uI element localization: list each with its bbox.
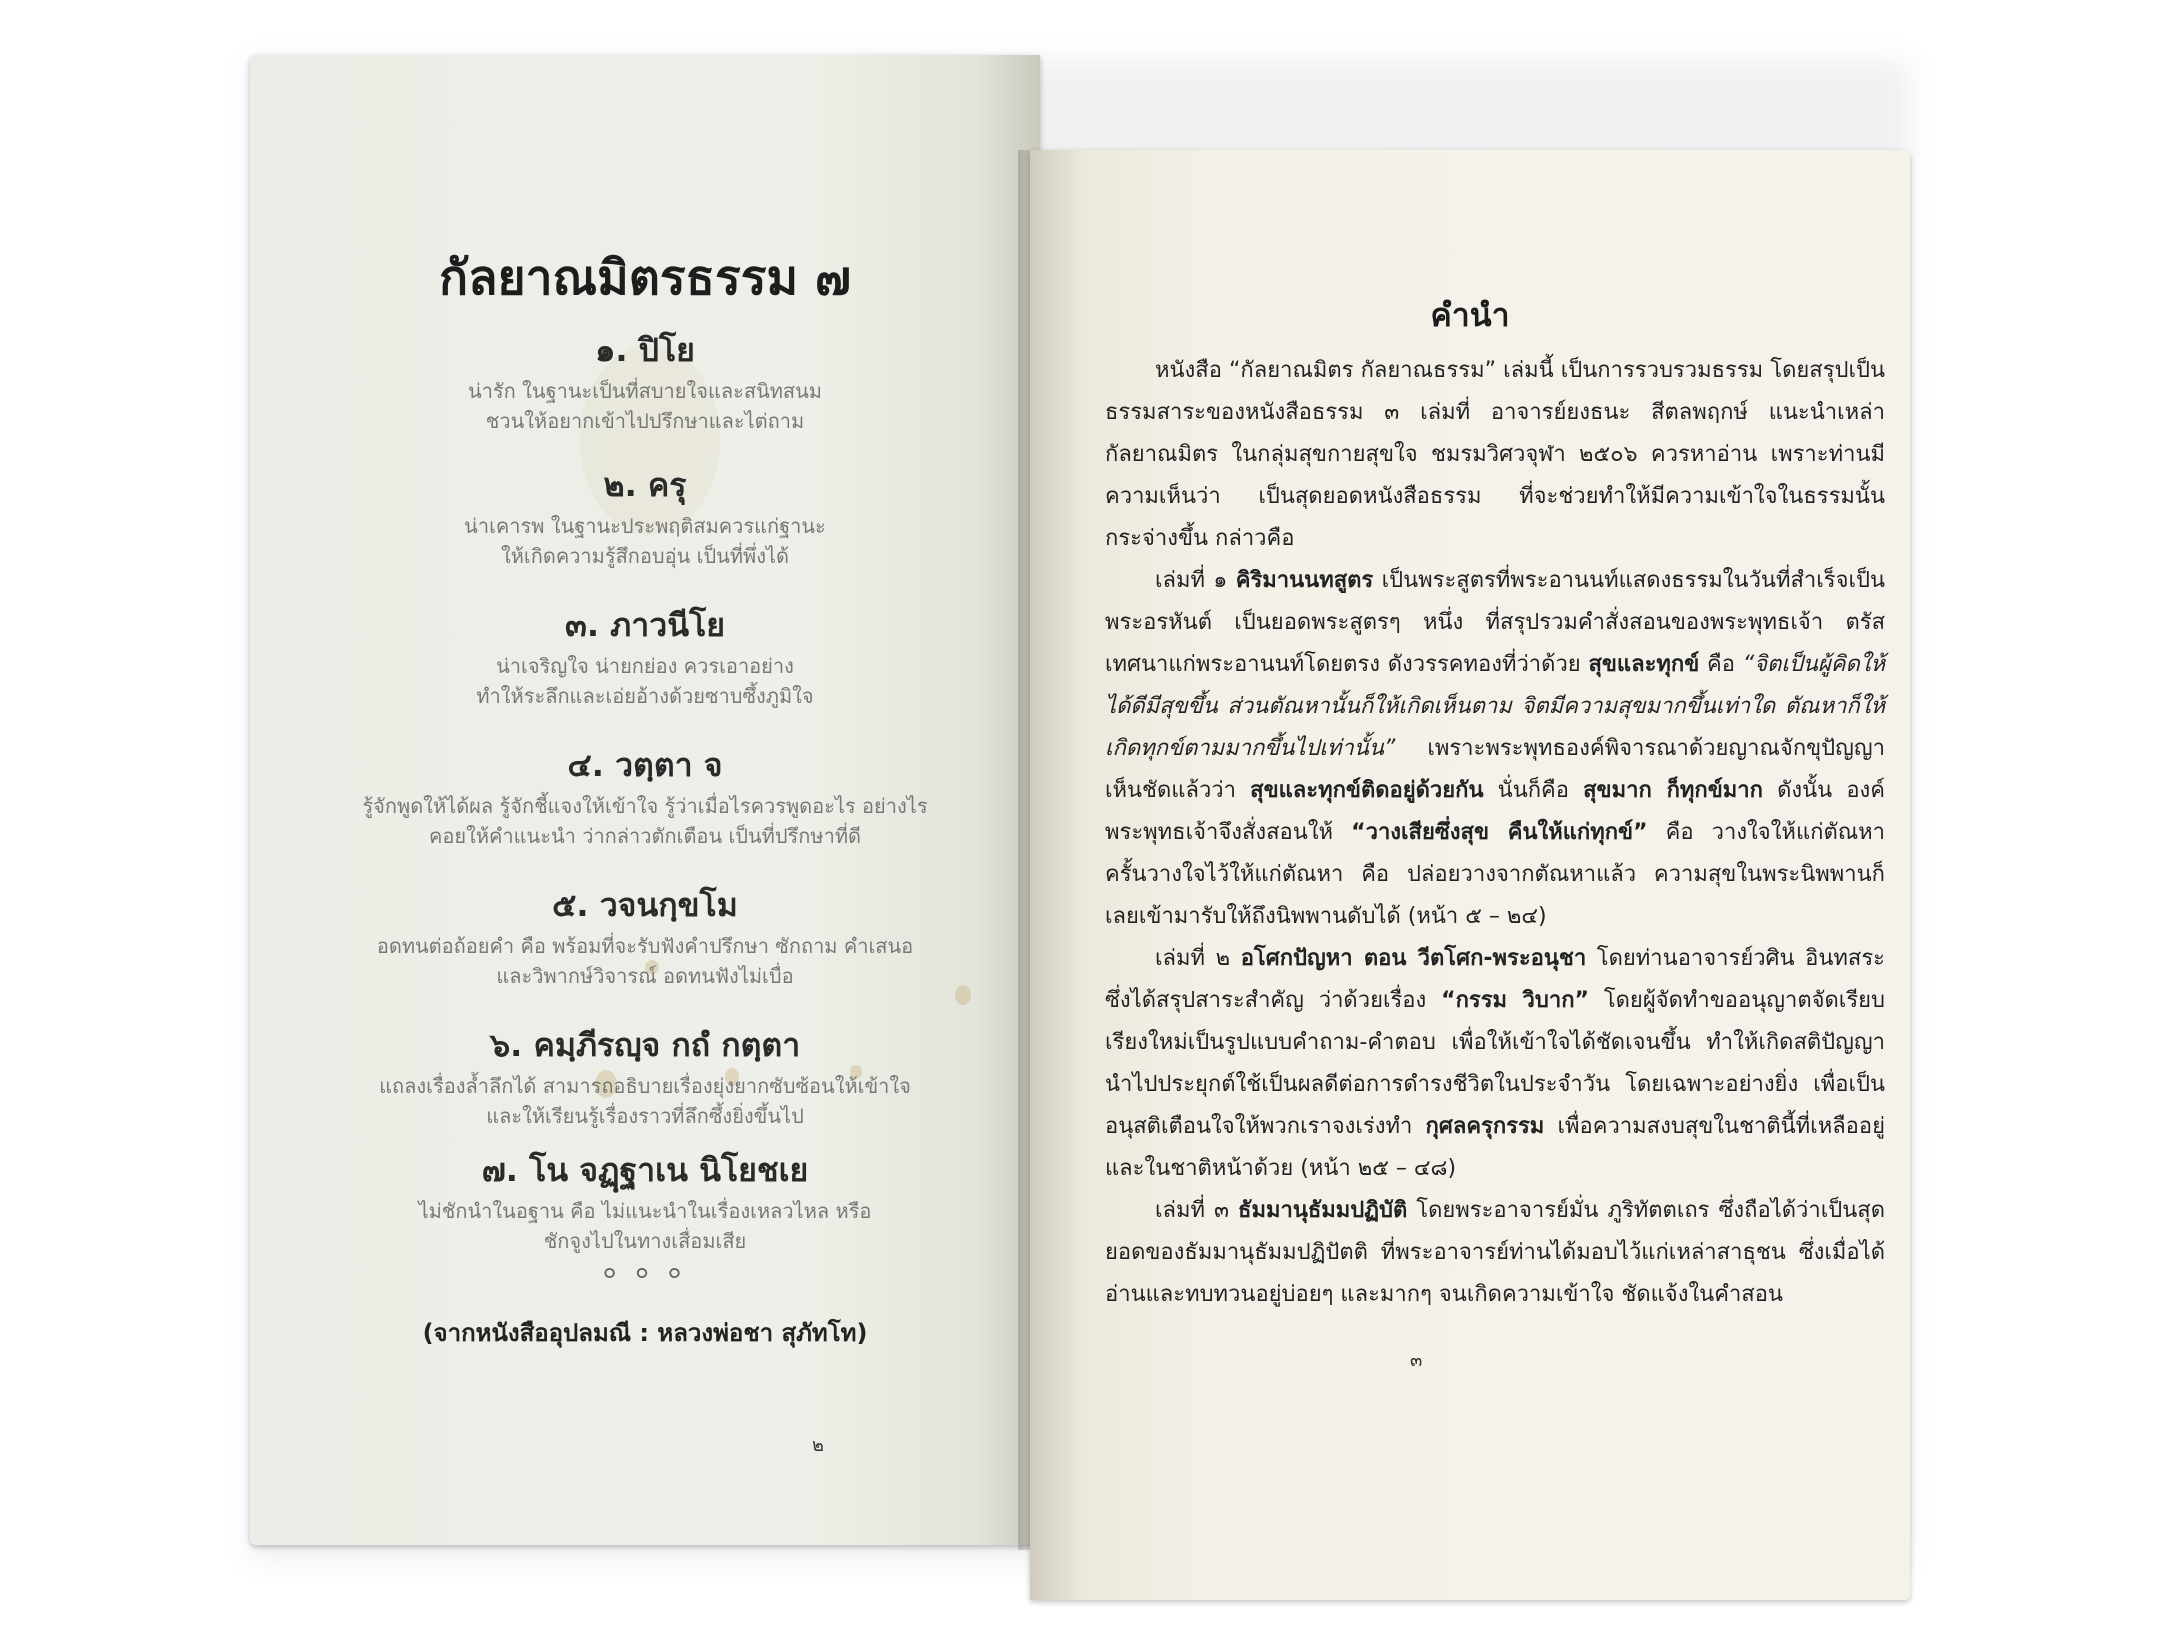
- book-title: อโศกปัญหา ตอน วีตโศก-พระอนุชา: [1240, 946, 1587, 971]
- text-run: เพื่อความสงบสุขในชาตินี้ที่เหลืออยู่ และในชาติหน้าด้วย (หน้า ๒๕ – ๔๘): [1105, 1114, 1885, 1181]
- virtue-heading: ๑. ปิโย: [595, 331, 695, 369]
- virtue-line: แถลงเรื่องล้ำลึกได้ สามารถอธิบายเรื่องยุ่งยากซับซ้อนให้เข้าใจ: [379, 1074, 911, 1098]
- foreword-body: [1105, 350, 1885, 1316]
- paragraph: [1105, 1190, 1885, 1316]
- left-page-title: กัลยาณมิตรธรรม ๗: [439, 250, 851, 306]
- text-run: เล่มที่ ๓: [1155, 1198, 1239, 1223]
- emphasis: สุขและทุกข์ติดอยู่ด้วยกัน: [1250, 778, 1484, 803]
- paragraph: หนังสือ “กัลยาณมิตร กัลยาณธรรม” เล่มนี้ เป็นการรวบรวมธรรม โดยสรุปเป็นธรรมสาระของหนังสือธรรม ๓ เล่มที่ อาจารย์ยงธนะ สีตลพฤกษ์ แนะนำเหล่ากัลยาณมิตร ในกลุ่มสุขกายสุขใจ ชมรมวิศวจุฬา ๒๕๐๖ ควรหาอ่าน เพราะท่านมีความเห็นว่า เป็นสุดยอดหนังสือธรรม ที่จะช่วยทำให้มีความเข้าใจในธรรมนั้นกระจ่างขึ้น กล่าวคือ: [1105, 358, 1885, 551]
- virtue-line: และให้เรียนรู้เรื่องราวที่ลึกซึ้งยิ่งขึ้นไป: [486, 1104, 804, 1128]
- virtue-line: อดทนต่อถ้อยคำ คือ พร้อมที่จะรับฟังคำปรึกษา ซักถาม คำเสนอ: [376, 934, 914, 958]
- right-page-title: คำนำ: [1430, 296, 1510, 334]
- virtue-item: [250, 880, 1040, 991]
- virtue-line: รู้จักพูดให้ได้ผล รู้จักชี้แจงให้เข้าใจ รู้ว่าเมื่อไรควรพูดอะไร อย่างไร: [362, 794, 928, 818]
- virtue-item: [250, 1145, 1040, 1256]
- virtue-line: ไม่ชักนำในอฐาน คือ ไม่แนะนำในเรื่องเหลวไหล หรือ: [418, 1199, 872, 1223]
- right-page: [1030, 150, 1910, 1600]
- book-title: ธัมมานุธัมมปฏิบัติ: [1238, 1198, 1408, 1223]
- virtue-item: [250, 325, 1040, 436]
- virtue-line: น่ารัก ในฐานะเป็นที่สบายใจและสนิทสนม: [468, 379, 822, 403]
- virtue-line: น่าเคารพ ในฐานะประพฤติสมควรแก่ฐานะ: [464, 514, 826, 538]
- page-number: ๒: [812, 1435, 824, 1456]
- text-run: โดยพระอาจารย์มั่น ภูริทัตตเถร ซึ่งถือได้ว่าเป็นสุดยอดของธัมมานุธัมมปฏิปัตติ ที่พระอาจารย์ท่านได้มอบไว้แก่เหล่าสาธุชน ซึ่งเมื่อได้อ่านและทบทวนอยู่บ่อยๆ และมากๆ จนเกิดความเข้าใจ ชัดแจ้งในคำสอน: [1105, 1198, 1885, 1307]
- text-run: โดยผู้จัดทำขออนุญาตจัดเรียบเรียงใหม่เป็นรูปแบบคำถาม-คำตอบ เพื่อให้เข้าใจได้ชัดเจนขึ้น ทำให้เกิดสติปัญญา นำไปประยุกต์ใช้เป็นผลดีต่อการดำรงชีวิตในประจำวัน โดยเฉพาะอย่างยิ่ง เพื่อเป็นอนุสติเตือนใจให้พวกเราจงเร่งทำ: [1105, 988, 1885, 1139]
- virtue-line: คอยให้คำแนะนำ ว่ากล่าวตักเตือน เป็นที่ปรึกษาที่ดี: [428, 824, 861, 848]
- virtue-heading: ๕. วจนกฺขโม: [552, 886, 738, 924]
- emphasis: กุศลครุกรรม: [1425, 1114, 1545, 1139]
- virtue-line: ให้เกิดความรู้สึกอบอุ่น เป็นที่พึ่งได้: [500, 544, 790, 568]
- text-run: เล่มที่ ๒: [1155, 946, 1241, 971]
- virtue-line: น่าเจริญใจ น่ายกย่อง ควรเอาอย่าง: [496, 654, 794, 678]
- virtue-line: ชวนให้อยากเข้าไปปรึกษาและไต่ถาม: [485, 409, 805, 433]
- text-run: เพราะพระพุทธองค์พิจารณาด้วยญาณจักขุปัญญา เห็นชัดแล้วว่า: [1105, 736, 1885, 803]
- text-run: โดยท่านอาจารย์วศิน อินทสระ ซึ่งได้สรุปสาระสำคัญ ว่าด้วยเรื่อง: [1105, 946, 1885, 1013]
- text-run: คือ วางใจให้แก่ตัณหา ครั้นวางใจไว้ให้แก่ตัณหา คือ ปล่อยวางจากตัณหาแล้ว ความสุขในพระนิพพานก็เลยเข้ามารับให้ถึงนิพพานดับได้ (หน้า ๕ – ๒๔): [1105, 820, 1885, 929]
- emphasis: สุขและทุกข์: [1588, 652, 1700, 677]
- book-title: คิริมานนทสูตร: [1235, 568, 1374, 593]
- virtue-heading: ๗. โน จฏฺฐาเน นิโยชเย: [481, 1151, 809, 1189]
- paragraph: [1105, 560, 1885, 938]
- text-run: นั่นก็คือ: [1483, 778, 1584, 803]
- virtue-heading: ๓. ภาวนีโย: [564, 606, 725, 644]
- virtue-line: ทำให้ระลึกและเอ่ยอ้างด้วยซาบซึ้งภูมิใจ: [476, 684, 814, 708]
- virtue-heading: ๒. ครุ: [603, 466, 687, 504]
- virtue-line: และวิพากษ์วิจารณ์ อดทนฟังไม่เบื่อ: [496, 964, 794, 988]
- virtue-line: ชักจูงไปในทางเสื่อมเสีย: [543, 1229, 747, 1253]
- quote: “จิตเป็นผู้คิดให้ได้ดีมีสุขขึ้น ส่วนตัณหานั้นก็ให้เกิดเห็นตาม จิตมีความสุขมากขึ้นเท่าใด ตัณหาก็ให้เกิดทุกข์ตามมากขึ้นไปเท่านั้น”: [1105, 652, 1885, 761]
- left-page: [250, 55, 1040, 1545]
- virtue-item: [250, 740, 1040, 851]
- virtue-heading: ๔. วตฺตา จ: [567, 746, 723, 784]
- ornament-dots: ๐ ๐ ๐: [602, 1259, 688, 1284]
- page-number: ๓: [1410, 1350, 1423, 1371]
- virtue-item: [250, 1020, 1040, 1131]
- emphasis: “วางเสียซึ่งสุข คืนให้แก่ทุกข์”: [1351, 820, 1648, 845]
- paragraph: [1105, 938, 1885, 1190]
- text-run: เล่มที่ ๑: [1155, 568, 1236, 593]
- virtue-item: [250, 600, 1040, 711]
- source-citation: (จากหนังสืออุปลมณี : หลวงพ่อชา สุภัทโท): [422, 1319, 868, 1347]
- virtue-heading: ๖. คมฺภีรญฺจ กถํ กตฺตา: [489, 1026, 801, 1064]
- emphasis: สุขมาก ก็ทุกข์มาก: [1583, 778, 1763, 803]
- virtue-item: [250, 460, 1040, 571]
- text-run: ดังนั้น องค์พระพุทธเจ้าจึงสั่งสอนให้: [1105, 778, 1885, 845]
- emphasis: “กรรม วิบาก”: [1441, 988, 1589, 1013]
- text-run: เป็นพระสูตรที่พระอานนท์แสดงธรรมในวันที่สำเร็จเป็นพระอรหันต์ เป็นยอดพระสูตรๆ หนึ่ง ที่สรุปรวมคำสั่งสอนของพระพุทธเจ้า ตรัสเทศนาแก่พระอานนท์โดยตรง ดังวรรคทองที่ว่าด้วย: [1105, 568, 1885, 677]
- text-run: คือ: [1699, 652, 1743, 677]
